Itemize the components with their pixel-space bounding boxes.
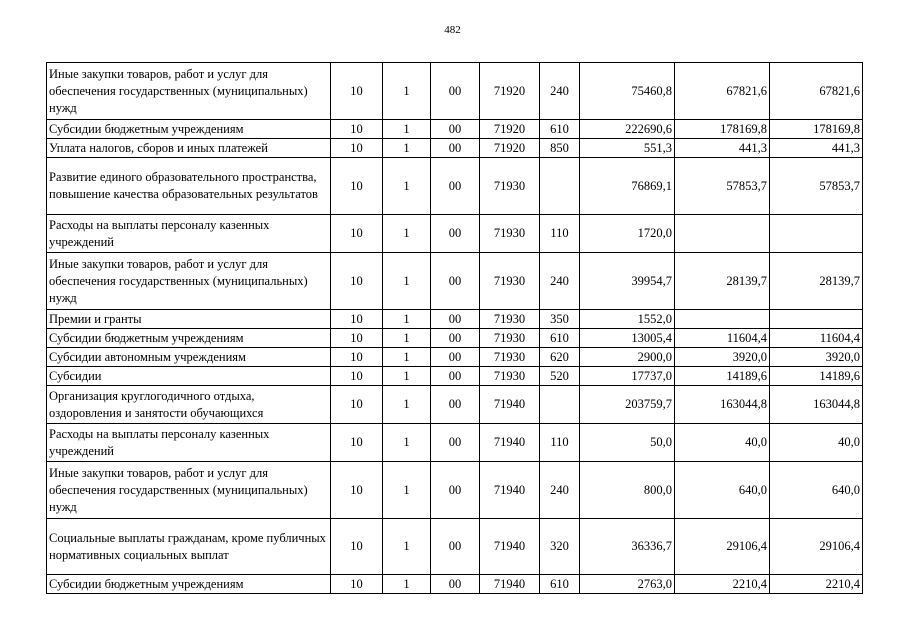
section-cell: 10 — [331, 329, 383, 348]
expense-type-cell — [540, 386, 580, 424]
target-article-cell: 71930 — [480, 215, 540, 253]
program-cell: 00 — [431, 575, 480, 594]
amount-1-cell: 2763,0 — [580, 575, 675, 594]
row-name-cell: Организация круглогодичного отдыха, оздоровления и занятости обучающихся — [47, 386, 331, 424]
subsection-cell: 1 — [383, 215, 431, 253]
amount-1-cell: 75460,8 — [580, 63, 675, 120]
table-row — [47, 215, 863, 253]
amount-2-cell — [675, 215, 770, 253]
program-cell: 00 — [431, 348, 480, 367]
table-row — [47, 348, 863, 367]
program-cell: 00 — [431, 253, 480, 310]
target-article-cell: 71930 — [480, 158, 540, 215]
budget-table — [46, 62, 863, 594]
amount-3-cell: 178169,8 — [770, 120, 863, 139]
subsection-cell: 1 — [383, 386, 431, 424]
target-article-cell: 71930 — [480, 367, 540, 386]
amount-3-cell: 11604,4 — [770, 329, 863, 348]
expense-type-cell: 350 — [540, 310, 580, 329]
row-name-cell: Иные закупки товаров, работ и услуг для обеспечения государственных (муниципальных) нужд — [47, 63, 331, 120]
target-article-cell: 71930 — [480, 253, 540, 310]
section-cell: 10 — [331, 367, 383, 386]
row-name-cell: Развитие единого образовательного пространства, повышение качества образовательных результатов — [47, 158, 331, 215]
amount-2-cell: 67821,6 — [675, 63, 770, 120]
amount-2-cell: 441,3 — [675, 139, 770, 158]
subsection-cell: 1 — [383, 424, 431, 462]
table-row — [47, 158, 863, 215]
amount-3-cell: 40,0 — [770, 424, 863, 462]
amount-2-cell: 14189,6 — [675, 367, 770, 386]
amount-1-cell: 17737,0 — [580, 367, 675, 386]
amount-1-cell: 551,3 — [580, 139, 675, 158]
target-article-cell: 71940 — [480, 386, 540, 424]
subsection-cell: 1 — [383, 63, 431, 120]
program-cell: 00 — [431, 158, 480, 215]
row-name-cell: Субсидии бюджетным учреждениям — [47, 575, 331, 594]
section-cell: 10 — [331, 462, 383, 519]
amount-2-cell: 29106,4 — [675, 519, 770, 575]
row-name-cell: Субсидии — [47, 367, 331, 386]
row-name-cell: Иные закупки товаров, работ и услуг для обеспечения государственных (муниципальных) нужд — [47, 462, 331, 519]
program-cell: 00 — [431, 310, 480, 329]
program-cell: 00 — [431, 215, 480, 253]
program-cell: 00 — [431, 329, 480, 348]
expense-type-cell: 240 — [540, 462, 580, 519]
section-cell: 10 — [331, 386, 383, 424]
target-article-cell: 71930 — [480, 348, 540, 367]
row-name-cell: Субсидии автономным учреждениям — [47, 348, 331, 367]
amount-2-cell — [675, 310, 770, 329]
expense-type-cell: 620 — [540, 348, 580, 367]
target-article-cell: 71940 — [480, 575, 540, 594]
amount-3-cell — [770, 310, 863, 329]
amount-3-cell: 2210,4 — [770, 575, 863, 594]
target-article-cell: 71940 — [480, 519, 540, 575]
amount-2-cell: 163044,8 — [675, 386, 770, 424]
amount-3-cell: 67821,6 — [770, 63, 863, 120]
subsection-cell: 1 — [383, 139, 431, 158]
table-row — [47, 386, 863, 424]
amount-3-cell: 3920,0 — [770, 348, 863, 367]
program-cell: 00 — [431, 386, 480, 424]
table-row — [47, 120, 863, 139]
amount-2-cell: 3920,0 — [675, 348, 770, 367]
amount-3-cell: 28139,7 — [770, 253, 863, 310]
table-row — [47, 253, 863, 310]
section-cell: 10 — [331, 348, 383, 367]
table-row — [47, 575, 863, 594]
target-article-cell: 71940 — [480, 462, 540, 519]
subsection-cell: 1 — [383, 120, 431, 139]
target-article-cell: 71930 — [480, 329, 540, 348]
table-row — [47, 519, 863, 575]
amount-1-cell: 2900,0 — [580, 348, 675, 367]
amount-2-cell: 2210,4 — [675, 575, 770, 594]
row-name-cell: Расходы на выплаты персоналу казенных учреждений — [47, 215, 331, 253]
expense-type-cell: 520 — [540, 367, 580, 386]
expense-type-cell: 110 — [540, 424, 580, 462]
amount-2-cell: 40,0 — [675, 424, 770, 462]
amount-1-cell: 1552,0 — [580, 310, 675, 329]
subsection-cell: 1 — [383, 253, 431, 310]
section-cell: 10 — [331, 519, 383, 575]
program-cell: 00 — [431, 424, 480, 462]
section-cell: 10 — [331, 63, 383, 120]
amount-1-cell: 13005,4 — [580, 329, 675, 348]
amount-3-cell: 57853,7 — [770, 158, 863, 215]
section-cell: 10 — [331, 424, 383, 462]
amount-1-cell: 222690,6 — [580, 120, 675, 139]
expense-type-cell: 610 — [540, 120, 580, 139]
amount-1-cell: 50,0 — [580, 424, 675, 462]
subsection-cell: 1 — [383, 310, 431, 329]
amount-1-cell: 76869,1 — [580, 158, 675, 215]
program-cell: 00 — [431, 367, 480, 386]
expense-type-cell: 320 — [540, 519, 580, 575]
target-article-cell: 71940 — [480, 424, 540, 462]
subsection-cell: 1 — [383, 158, 431, 215]
expense-type-cell: 110 — [540, 215, 580, 253]
program-cell: 00 — [431, 519, 480, 575]
amount-1-cell: 203759,7 — [580, 386, 675, 424]
expense-type-cell — [540, 158, 580, 215]
subsection-cell: 1 — [383, 462, 431, 519]
program-cell: 00 — [431, 63, 480, 120]
section-cell: 10 — [331, 253, 383, 310]
amount-2-cell: 57853,7 — [675, 158, 770, 215]
amount-3-cell: 640,0 — [770, 462, 863, 519]
expense-type-cell: 850 — [540, 139, 580, 158]
row-name-cell: Социальные выплаты гражданам, кроме публичных нормативных социальных выплат — [47, 519, 331, 575]
subsection-cell: 1 — [383, 519, 431, 575]
subsection-cell: 1 — [383, 329, 431, 348]
target-article-cell: 71920 — [480, 63, 540, 120]
amount-1-cell: 800,0 — [580, 462, 675, 519]
amount-3-cell: 29106,4 — [770, 519, 863, 575]
program-cell: 00 — [431, 120, 480, 139]
amount-1-cell: 1720,0 — [580, 215, 675, 253]
section-cell: 10 — [331, 120, 383, 139]
table-row — [47, 139, 863, 158]
row-name-cell: Расходы на выплаты персоналу казенных учреждений — [47, 424, 331, 462]
target-article-cell: 71920 — [480, 120, 540, 139]
section-cell: 10 — [331, 215, 383, 253]
target-article-cell: 71930 — [480, 310, 540, 329]
amount-2-cell: 28139,7 — [675, 253, 770, 310]
expense-type-cell: 240 — [540, 253, 580, 310]
table-row — [47, 367, 863, 386]
subsection-cell: 1 — [383, 367, 431, 386]
subsection-cell: 1 — [383, 575, 431, 594]
section-cell: 10 — [331, 310, 383, 329]
table-row — [47, 329, 863, 348]
page-number: 482 — [444, 24, 461, 36]
subsection-cell: 1 — [383, 348, 431, 367]
amount-3-cell: 14189,6 — [770, 367, 863, 386]
program-cell: 00 — [431, 139, 480, 158]
amount-3-cell: 163044,8 — [770, 386, 863, 424]
table-row — [47, 63, 863, 120]
program-cell: 00 — [431, 462, 480, 519]
amount-3-cell: 441,3 — [770, 139, 863, 158]
target-article-cell: 71920 — [480, 139, 540, 158]
row-name-cell: Субсидии бюджетным учреждениям — [47, 120, 331, 139]
row-name-cell: Субсидии бюджетным учреждениям — [47, 329, 331, 348]
amount-2-cell: 640,0 — [675, 462, 770, 519]
section-cell: 10 — [331, 158, 383, 215]
amount-1-cell: 39954,7 — [580, 253, 675, 310]
row-name-cell: Премии и гранты — [47, 310, 331, 329]
table-row — [47, 462, 863, 519]
expense-type-cell: 610 — [540, 575, 580, 594]
table-row — [47, 310, 863, 329]
section-cell: 10 — [331, 139, 383, 158]
amount-2-cell: 178169,8 — [675, 120, 770, 139]
row-name-cell: Иные закупки товаров, работ и услуг для обеспечения государственных (муниципальных) нужд — [47, 253, 331, 310]
amount-2-cell: 11604,4 — [675, 329, 770, 348]
section-cell: 10 — [331, 575, 383, 594]
expense-type-cell: 610 — [540, 329, 580, 348]
amount-3-cell — [770, 215, 863, 253]
row-name-cell: Уплата налогов, сборов и иных платежей — [47, 139, 331, 158]
table-row — [47, 424, 863, 462]
table-body — [47, 63, 863, 594]
amount-1-cell: 36336,7 — [580, 519, 675, 575]
expense-type-cell: 240 — [540, 63, 580, 120]
